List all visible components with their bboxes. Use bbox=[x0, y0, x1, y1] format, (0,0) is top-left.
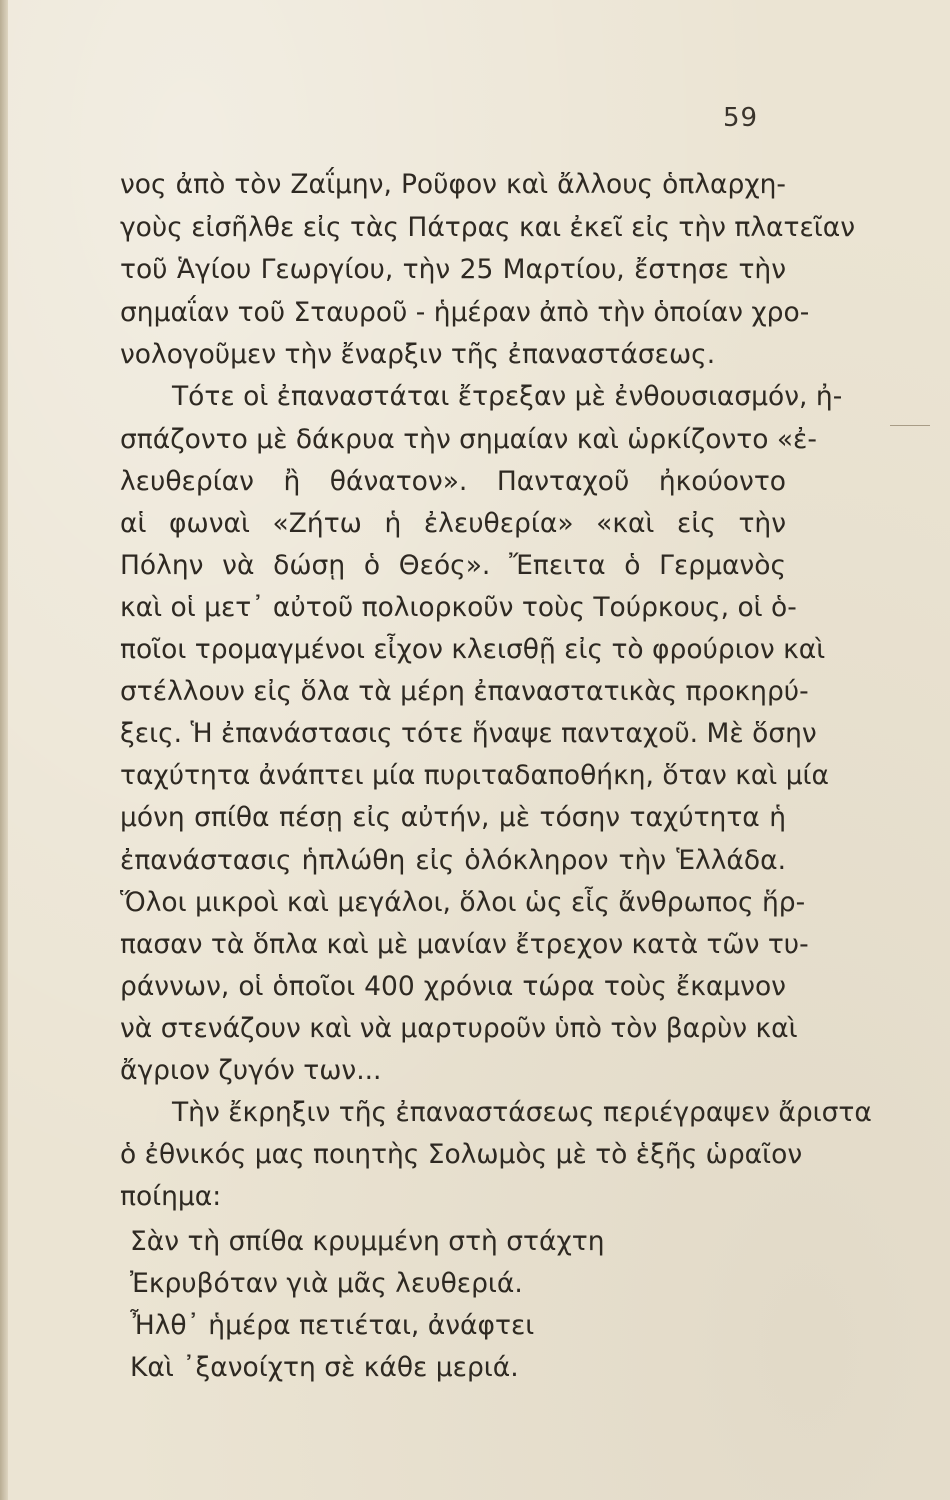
text-line: λευθερίαν ἢ θάνατον». Πανταχοῦ ἠκούοντο bbox=[120, 466, 786, 497]
text-line: πασαν τὰ ὅπλα καὶ μὲ μανίαν ἔτρεχον κατὰ τῶν τυ- bbox=[120, 929, 809, 960]
text-line: Τὴν ἔκρηξιν τῆς ἐπαναστάσεως περιέγραψεν ἄριστα bbox=[172, 1097, 872, 1128]
text-line: στέλλουν εἰς ὅλα τὰ μέρη ἐπαναστατικὰς προκηρύ- bbox=[120, 676, 809, 707]
text-line: Ὅλοι μικροὶ καὶ μεγάλοι, ὅλοι ὡς εἷς ἄνθρωπος ἥρ- bbox=[120, 887, 806, 918]
poem-line: Ἐκρυβόταν γιὰ μᾶς λευθεριά. bbox=[130, 1268, 523, 1299]
text-line: νος ἀπὸ τὸν Ζαΐμην, Ροῦφον καὶ ἄλλους ὁπλαρχη- bbox=[120, 169, 786, 200]
text-line: ράννων, οἱ ὁποῖοι 400 χρόνια τώρα τοὺς ἔκαμνον bbox=[120, 971, 786, 1002]
text-line: ξεις. Ἡ ἐπανάστασις τότε ἥναψε πανταχοῦ. Μὲ ὅσην bbox=[120, 718, 817, 749]
poem-line: Καὶ ᾿ξανοίχτη σὲ κάθε μεριά. bbox=[130, 1352, 519, 1383]
poem-line: Σὰν τὴ σπίθα κρυμμένη στὴ στάχτη bbox=[130, 1226, 605, 1257]
text-line: καὶ οἱ μετ᾿ αὐτοῦ πολιορκοῦν τοὺς Τούρκους, οἱ ὁ- bbox=[120, 592, 797, 623]
poem-line: Ἦλθ᾿ ἡμέρα πετιέται, ἀνάφτει bbox=[130, 1310, 535, 1341]
text-line: Τότε οἱ ἐπαναστάται ἔτρεξαν μὲ ἐνθουσιασμόν, ἠ- bbox=[172, 381, 843, 412]
page-number: 59 bbox=[723, 103, 759, 133]
text-line: σημαΐαν τοῦ Σταυροῦ - ἡμέραν ἀπὸ τὴν ὁποίαν χρο- bbox=[120, 297, 810, 328]
text-line: σπάζοντο μὲ δάκρυα τὴν σημαίαν καὶ ὡρκίζοντο «ἐ- bbox=[120, 424, 817, 455]
margin-mark bbox=[890, 425, 930, 426]
text-line: ταχύτητα ἀνάπτει μία πυριταδαποθήκη, ὅταν καὶ μία bbox=[120, 760, 829, 791]
text-line: νὰ στενάζουν καὶ νὰ μαρτυροῦν ὑπὸ τὸν βαρὺν καὶ bbox=[120, 1013, 798, 1044]
text-line: τοῦ Ἁγίου Γεωργίου, τὴν 25 Μαρτίου, ἔστησε τὴν bbox=[120, 254, 786, 285]
text-line: γοὺς εἰσῆλθε εἰς τὰς Πάτρας και ἐκεῖ εἰς τὴν πλατεῖαν bbox=[120, 212, 856, 243]
text-line: ἐπανάστασις ἡπλώθη εἰς ὁλόκληρον τὴν Ἑλλάδα. bbox=[120, 845, 786, 876]
text-line: ποῖοι τρομαγμένοι εἶχον κλεισθῇ εἰς τὸ φρούριον καὶ bbox=[120, 634, 826, 665]
page-edge bbox=[0, 0, 8, 1500]
text-line: αἱ φωναὶ «Ζήτω ἡ ἐλευθερία» «καὶ εἰς τὴν bbox=[120, 508, 786, 539]
text-line: ποίημα: bbox=[120, 1181, 222, 1212]
text-line: Πόλην νὰ δώσῃ ὁ Θεός». Ἔπειτα ὁ Γερμανὸς bbox=[120, 550, 786, 581]
text-line: μόνη σπίθα πέσῃ εἰς αὐτήν, μὲ τόσην ταχύτητα ἡ bbox=[120, 802, 786, 833]
text-line: ἄγριον ζυγόν των... bbox=[120, 1055, 382, 1086]
text-line: ὁ ἐθνικός μας ποιητὴς Σολωμὸς μὲ τὸ ἑξῆς ὡραῖον bbox=[120, 1139, 803, 1170]
text-line: νολογοῦμεν τὴν ἔναρξιν τῆς ἐπαναστάσεως. bbox=[120, 339, 716, 370]
